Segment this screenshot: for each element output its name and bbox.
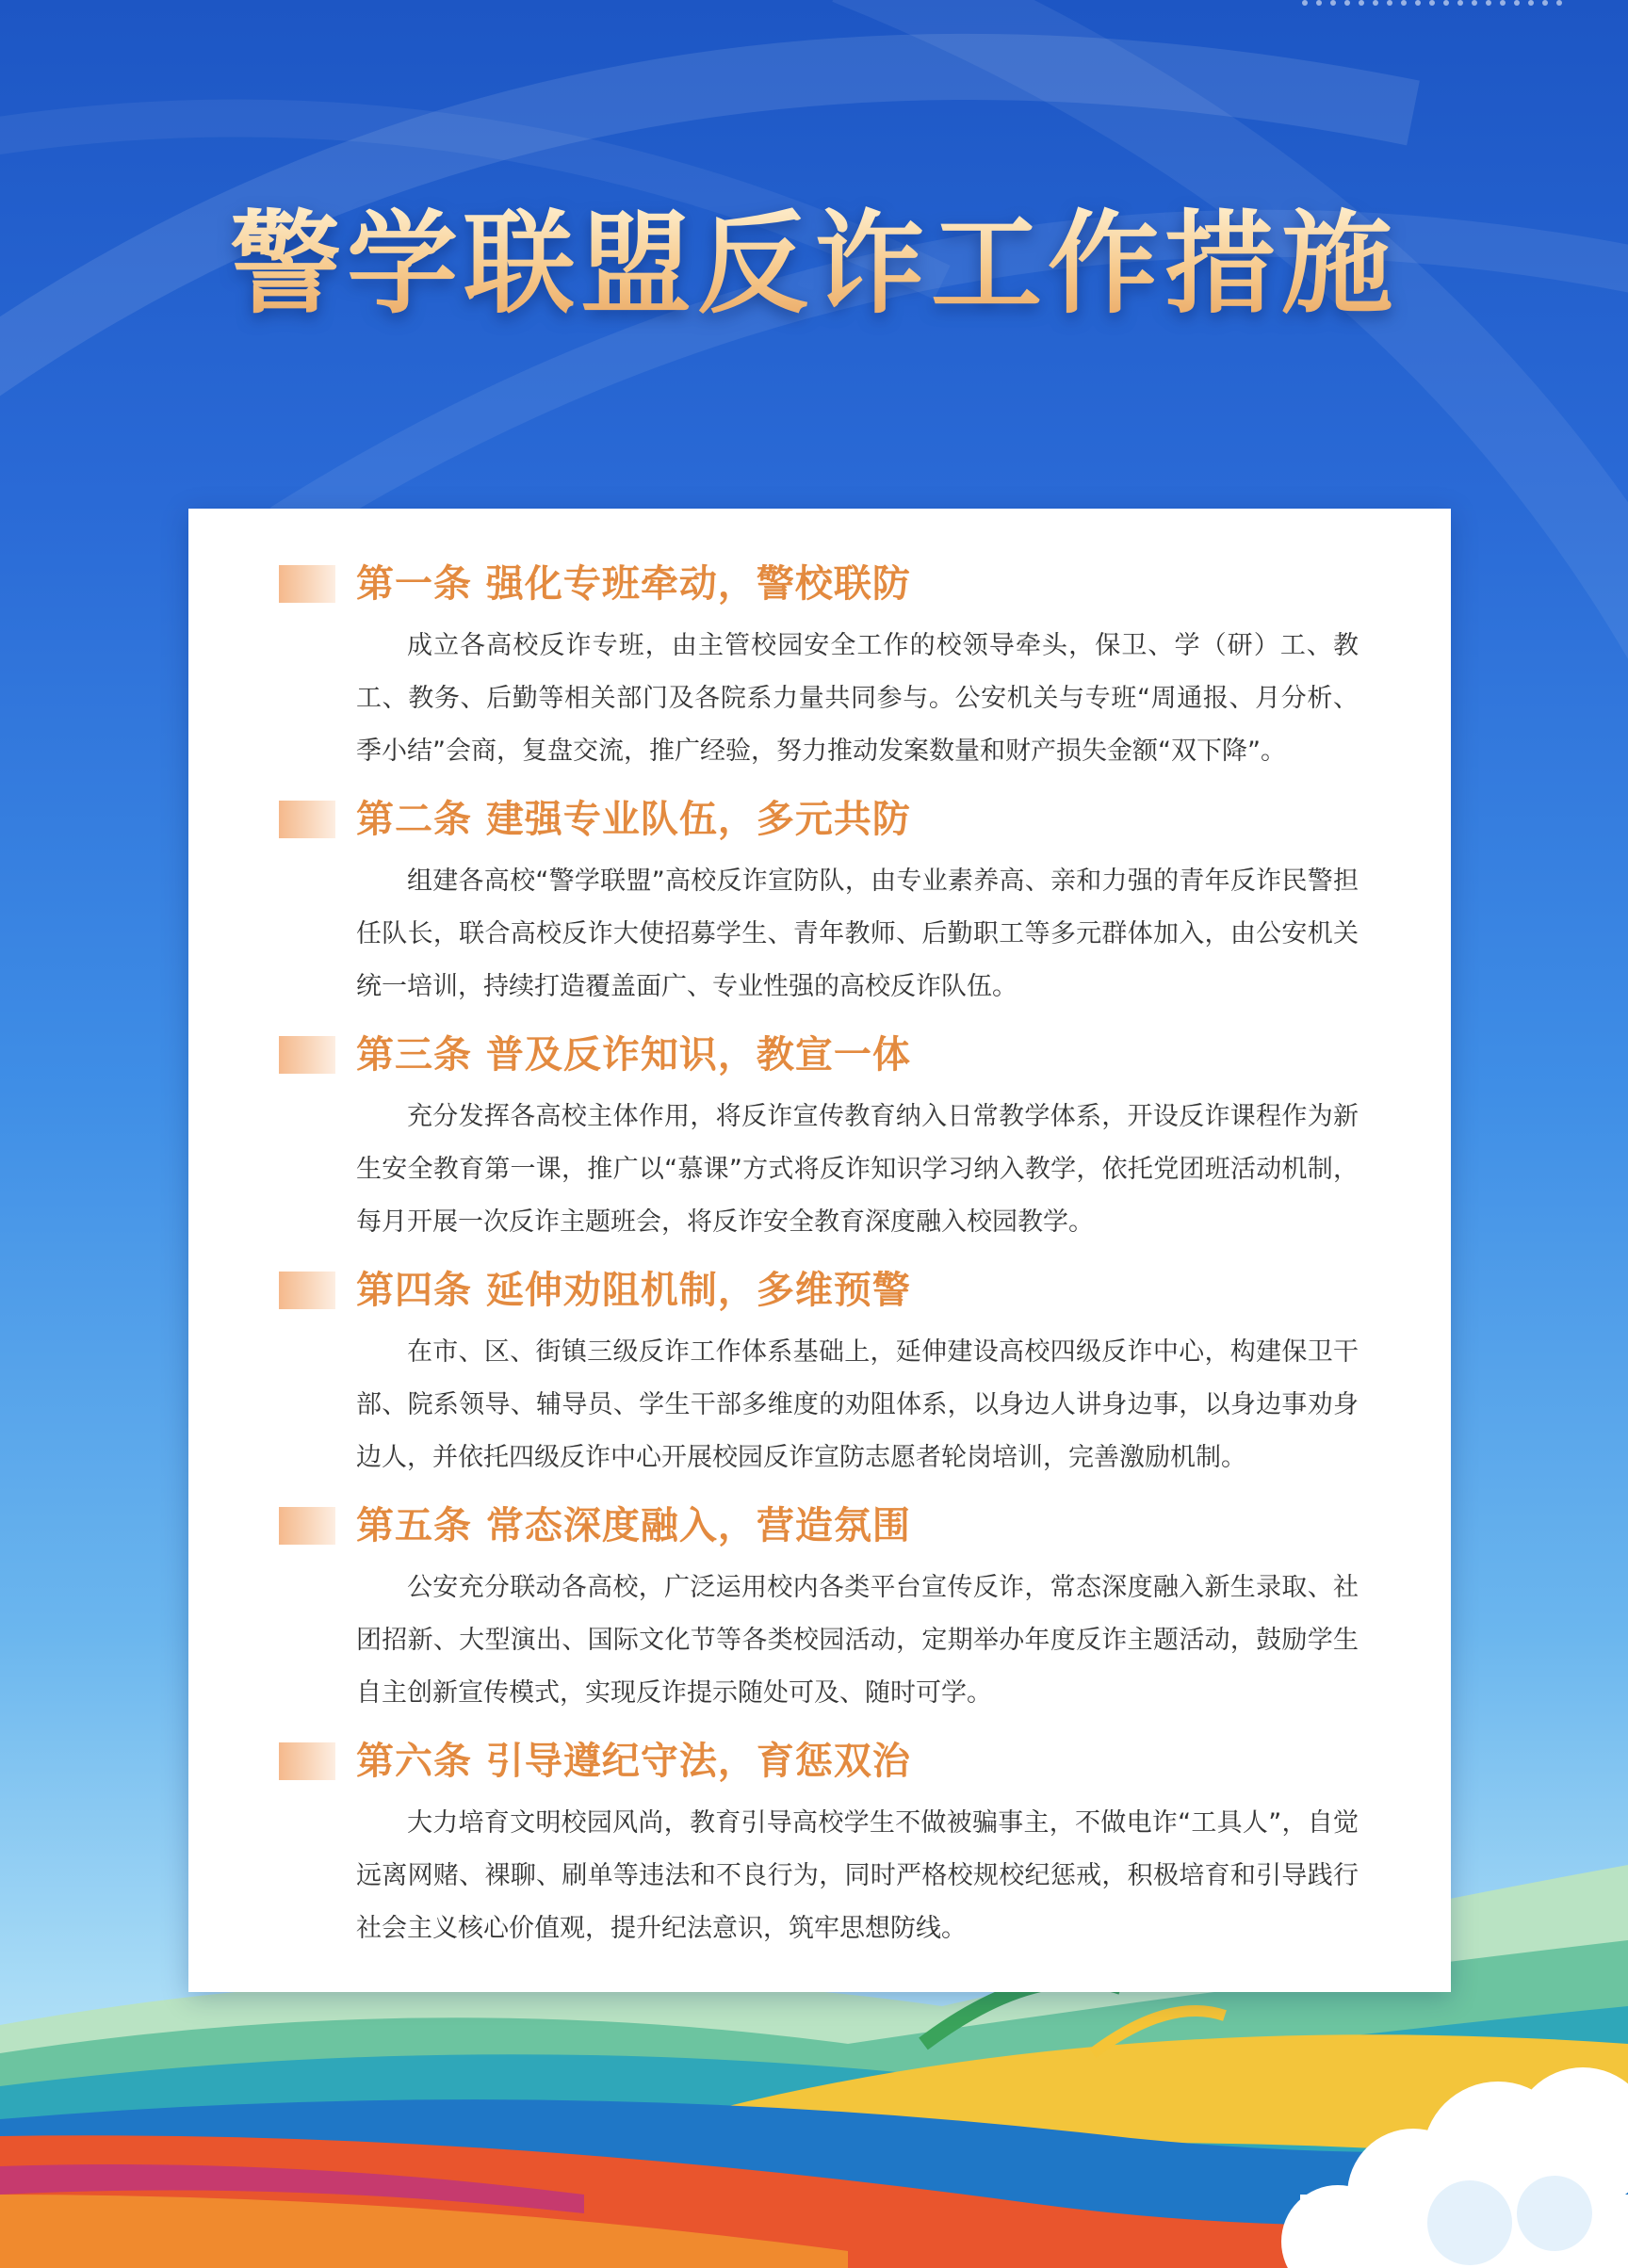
article-heading xyxy=(279,554,1372,614)
article-body: 成立各高校反诈专班，由主管校园安全工作的校领导牵头，保卫、学（研）工、教工、教务、后勤等相关部门及各院系力量共同参与。公安机关与专班“周通报、月分析、季小结”会商，复盘交流，推广经验，努力推动发案数量和财产损失金额“双下降”。 xyxy=(356,631,1359,766)
article-body: 大力培育文明校园风尚，教育引导高校学生不做被骗事主，不做电诈“工具人”，自觉远离网赌、裸聊、刷单等违法和不良行为，同时严格校规校纪惩戒，积极培育和引导践行社会主义核心价值观，提升纪法意识，筑牢思想防线。 xyxy=(356,1808,1359,1943)
article-title: 第五条 常态深度融入，营造氛围 xyxy=(356,1504,911,1547)
heading-marker-icon xyxy=(279,801,335,838)
article-2 xyxy=(279,789,1372,1013)
content-card xyxy=(188,509,1451,1992)
article-title: 第三条 普及反诈知识，教宣一体 xyxy=(356,1033,911,1077)
heading-marker-icon xyxy=(279,1742,335,1780)
article-title: 第四条 延伸劝阻机制，多维预警 xyxy=(356,1269,911,1312)
article-heading xyxy=(279,789,1372,850)
heading-marker-icon xyxy=(279,1272,335,1309)
article-heading xyxy=(279,1731,1372,1791)
article-4 xyxy=(279,1260,1372,1484)
article-body: 在市、区、街镇三级反诈工作体系基础上，延伸建设高校四级反诈中心，构建保卫干部、院系领导、辅导员、学生干部多维度的劝阻体系，以身边人讲身边事，以身边事劝身边人，并依托四级反诈中心开展校园反诈宣防志愿者轮岗培训，完善激励机制。 xyxy=(356,1337,1359,1472)
article-title: 第二条 建强专业队伍，多元共防 xyxy=(356,798,911,841)
article-title: 第一条 强化专班牵动，警校联防 xyxy=(356,562,911,606)
article-body: 公安充分联动各高校，广泛运用校内各类平台宣传反诈，常态深度融入新生录取、社团招新、大型演出、国际文化节等各类校园活动，定期举办年度反诈主题活动，鼓励学生自主创新宣传模式，实现反诈提示随处可及、随时可学。 xyxy=(356,1573,1359,1708)
article-body: 组建各高校“警学联盟”高校反诈宣防队，由专业素养高、亲和力强的青年反诈民警担任队长，联合高校反诈大使招募学生、青年教师、后勤职工等多元群体加入，由公安机关统一培训，持续打造覆盖面广、专业性强的高校反诈队伍。 xyxy=(356,867,1359,1001)
article-6 xyxy=(279,1731,1372,1955)
poster-title: 警学联盟反诈工作措施 xyxy=(0,193,1628,334)
article-5 xyxy=(279,1496,1372,1720)
heading-marker-icon xyxy=(279,1507,335,1545)
article-body: 充分发挥各高校主体作用，将反诈宣传教育纳入日常教学体系，开设反诈课程作为新生安全教育第一课，推广以“慕课”方式将反诈知识学习纳入教学，依托党团班活动机制，每月开展一次反诈主题班会，将反诈安全教育深度融入校园教学。 xyxy=(356,1102,1359,1237)
article-1 xyxy=(279,554,1372,778)
heading-marker-icon xyxy=(279,1036,335,1074)
heading-marker-icon xyxy=(279,565,335,603)
article-3 xyxy=(279,1025,1372,1249)
article-heading xyxy=(279,1260,1372,1320)
article-heading xyxy=(279,1025,1372,1085)
article-heading xyxy=(279,1496,1372,1556)
article-title: 第六条 引导遵纪守法，育惩双治 xyxy=(356,1740,911,1783)
